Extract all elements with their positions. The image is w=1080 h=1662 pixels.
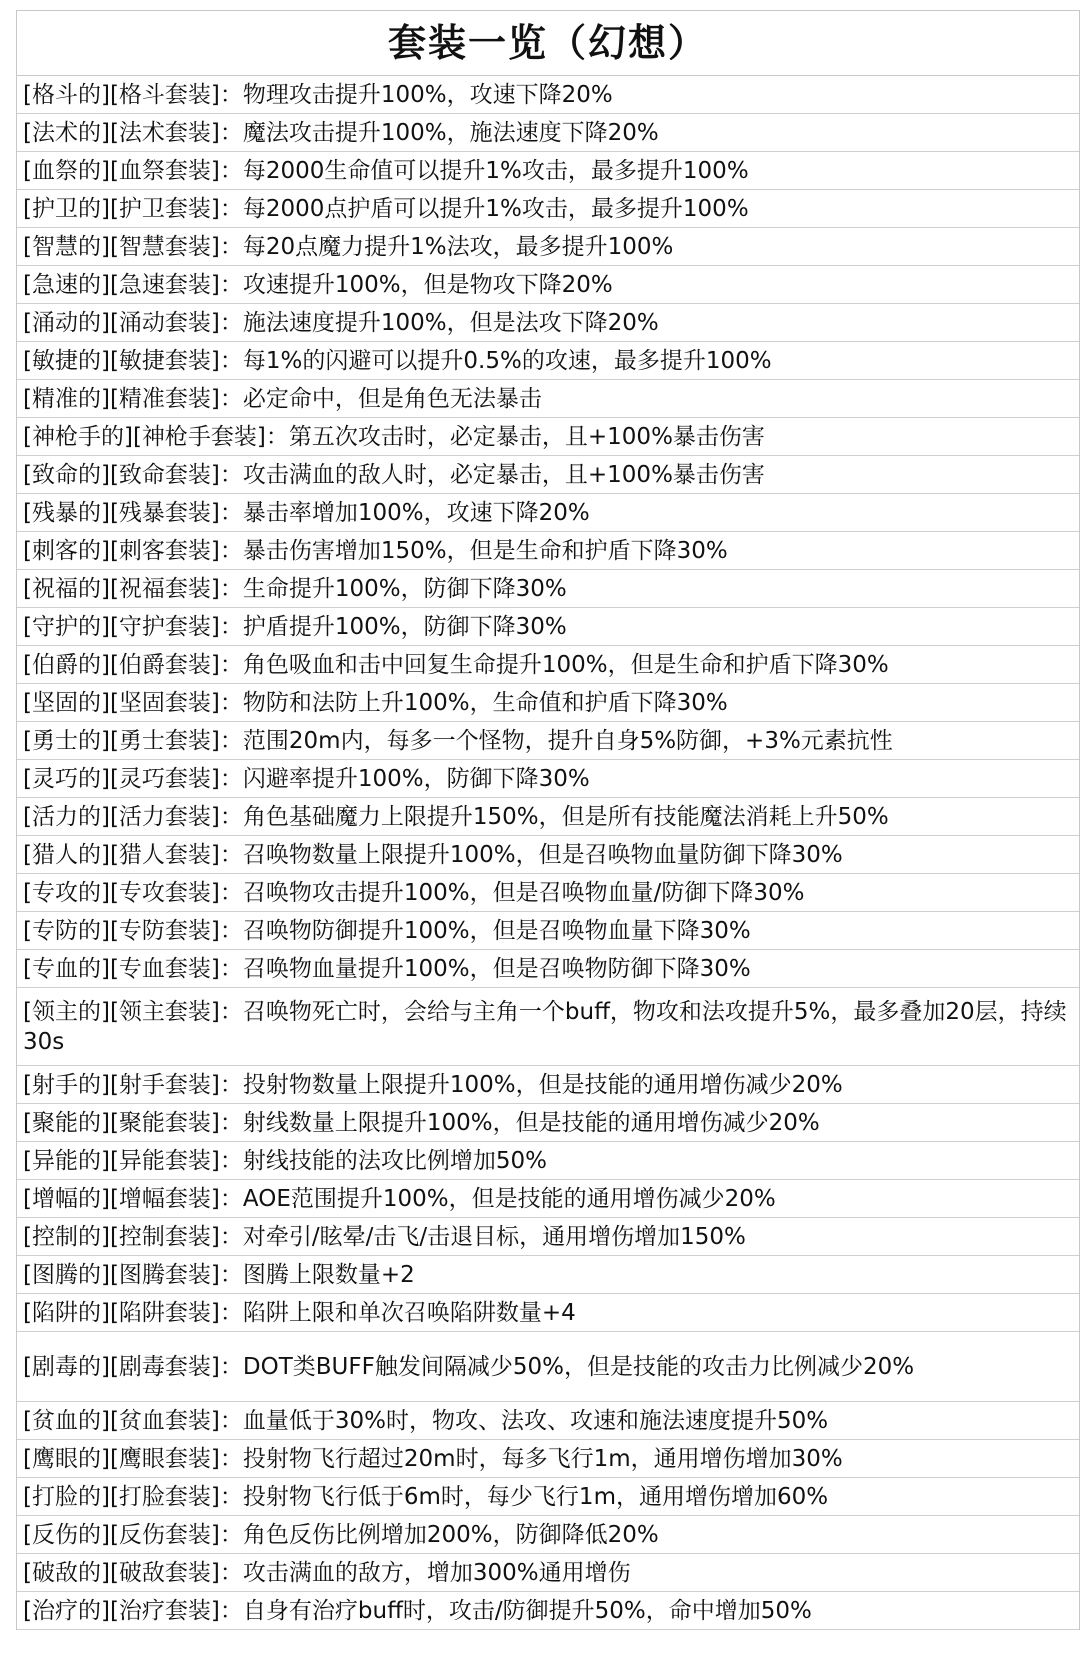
set-row-38 bbox=[17, 1554, 1079, 1592]
set-row-16 bbox=[17, 646, 1079, 684]
set-row-21 bbox=[17, 836, 1079, 874]
set-row-20 bbox=[17, 798, 1079, 836]
set-description: [法术的][法术套装]：魔法攻击提升100%，施法速度下降20% bbox=[23, 119, 659, 146]
set-description: [治疗的][治疗套装]：自身有治疗buff时，攻击/防御提升50%，命中增加50% bbox=[23, 1597, 812, 1624]
set-description: [祝福的][祝福套装]：生命提升100%，防御下降30% bbox=[23, 575, 567, 602]
set-row-2 bbox=[17, 114, 1079, 152]
set-row-11 bbox=[17, 456, 1079, 494]
set-description: [涌动的][涌动套装]：施法速度提升100%，但是法攻下降20% bbox=[23, 309, 659, 336]
set-description: [智慧的][智慧套装]：每20点魔力提升1%法攻，最多提升100% bbox=[23, 233, 674, 260]
set-row-14 bbox=[17, 570, 1079, 608]
set-description: [陷阱的][陷阱套装]：陷阱上限和单次召唤陷阱数量+4 bbox=[23, 1299, 576, 1326]
set-row-8 bbox=[17, 342, 1079, 380]
set-row-32 bbox=[17, 1294, 1079, 1332]
set-row-5 bbox=[17, 228, 1079, 266]
set-row-28 bbox=[17, 1142, 1079, 1180]
set-description: [伯爵的][伯爵套装]：角色吸血和击中回复生命提升100%，但是生命和护盾下降30% bbox=[23, 651, 889, 678]
set-description: [聚能的][聚能套装]：射线数量上限提升100%，但是技能的通用增伤减少20% bbox=[23, 1109, 820, 1136]
set-description: [打脸的][打脸套装]：投射物飞行低于6m时，每少飞行1m，通用增伤增加60% bbox=[23, 1483, 829, 1510]
set-description: [血祭的][血祭套装]：每2000生命值可以提升1%攻击，最多提升100% bbox=[23, 157, 749, 184]
set-description: [异能的][异能套装]：射线技能的法攻比例增加50% bbox=[23, 1147, 548, 1174]
set-row-1 bbox=[17, 76, 1079, 114]
set-list-table bbox=[16, 10, 1080, 1630]
set-list bbox=[17, 76, 1079, 1630]
set-row-39 bbox=[17, 1592, 1079, 1630]
set-row-31 bbox=[17, 1256, 1079, 1294]
set-row-12 bbox=[17, 494, 1079, 532]
set-row-4 bbox=[17, 190, 1079, 228]
set-description: [神枪手的][神枪手套装]：第五次攻击时，必定暴击，且+100%暴击伤害 bbox=[23, 423, 765, 450]
set-description: [图腾的][图腾套装]：图腾上限数量+2 bbox=[23, 1261, 415, 1288]
set-description: [贫血的][贫血套装]：血量低于30%时，物攻、法攻、攻速和施法速度提升50% bbox=[23, 1407, 829, 1434]
set-row-17 bbox=[17, 684, 1079, 722]
set-description: [专血的][专血套装]：召唤物血量提升100%，但是召唤物防御下降30% bbox=[23, 955, 751, 982]
set-description: [残暴的][残暴套装]：暴击率增加100%，攻速下降20% bbox=[23, 499, 590, 526]
set-description: [敏捷的][敏捷套装]：每1%的闪避可以提升0.5%的攻速，最多提升100% bbox=[23, 347, 772, 374]
set-row-37 bbox=[17, 1516, 1079, 1554]
set-row-27 bbox=[17, 1104, 1079, 1142]
set-description: [急速的][急速套装]：攻速提升100%，但是物攻下降20% bbox=[23, 271, 613, 298]
set-row-10 bbox=[17, 418, 1079, 456]
set-description: [精准的][精准套装]：必定命中，但是角色无法暴击 bbox=[23, 385, 542, 412]
set-row-15 bbox=[17, 608, 1079, 646]
set-row-36 bbox=[17, 1478, 1079, 1516]
set-row-24 bbox=[17, 950, 1079, 988]
set-description: [增幅的][增幅套装]：AOE范围提升100%，但是技能的通用增伤减少20% bbox=[23, 1185, 776, 1212]
set-description: [活力的][活力套装]：角色基础魔力上限提升150%，但是所有技能魔法消耗上升50% bbox=[23, 803, 889, 830]
set-description: [反伤的][反伤套装]：角色反伤比例增加200%，防御降低20% bbox=[23, 1521, 659, 1548]
set-row-6 bbox=[17, 266, 1079, 304]
set-row-18 bbox=[17, 722, 1079, 760]
set-description: [剧毒的][剧毒套装]：DOT类BUFF触发间隔减少50%，但是技能的攻击力比例减少20% bbox=[23, 1353, 915, 1380]
set-description: [护卫的][护卫套装]：每2000点护盾可以提升1%攻击，最多提升100% bbox=[23, 195, 749, 222]
set-description: [猎人的][猎人套装]：召唤物数量上限提升100%，但是召唤物血量防御下降30% bbox=[23, 841, 843, 868]
set-description: [守护的][守护套装]：护盾提升100%，防御下降30% bbox=[23, 613, 567, 640]
set-row-29 bbox=[17, 1180, 1079, 1218]
set-row-33 bbox=[17, 1332, 1079, 1402]
set-row-3 bbox=[17, 152, 1079, 190]
set-description: [控制的][控制套装]：对牵引/眩晕/击飞/击退目标，通用增伤增加150% bbox=[23, 1223, 746, 1250]
set-description: [格斗的][格斗套装]：物理攻击提升100%，攻速下降20% bbox=[23, 81, 613, 108]
set-description: [破敌的][破敌套装]：攻击满血的敌方，增加300%通用增伤 bbox=[23, 1559, 631, 1586]
set-row-35 bbox=[17, 1440, 1079, 1478]
set-description: [坚固的][坚固套装]：物防和法防上升100%，生命值和护盾下降30% bbox=[23, 689, 728, 716]
set-description: [专防的][专防套装]：召唤物防御提升100%，但是召唤物血量下降30% bbox=[23, 917, 751, 944]
set-row-9 bbox=[17, 380, 1079, 418]
set-row-34 bbox=[17, 1402, 1079, 1440]
set-description: [勇士的][勇士套装]：范围20m内，每多一个怪物，提升自身5%防御，+3%元素抗性 bbox=[23, 727, 893, 754]
set-description: [专攻的][专攻套装]：召唤物攻击提升100%，但是召唤物血量/防御下降30% bbox=[23, 879, 805, 906]
page-title: 套装一览（幻想） bbox=[17, 10, 1079, 76]
set-row-13 bbox=[17, 532, 1079, 570]
set-row-7 bbox=[17, 304, 1079, 342]
set-description: [领主的][领主套装]：召唤物死亡时，会给与主角一个buff，物攻和法攻提升5%，最多叠加20层，持续30s bbox=[23, 998, 1067, 1055]
set-description: [鹰眼的][鹰眼套装]：投射物飞行超过20m时，每多飞行1m，通用增伤增加30% bbox=[23, 1445, 843, 1472]
set-row-26 bbox=[17, 1066, 1079, 1104]
set-row-25 bbox=[17, 988, 1079, 1066]
set-row-22 bbox=[17, 874, 1079, 912]
set-description: [致命的][致命套装]：攻击满血的敌人时，必定暴击，且+100%暴击伤害 bbox=[23, 461, 765, 488]
set-row-19 bbox=[17, 760, 1079, 798]
set-description: [灵巧的][灵巧套装]：闪避率提升100%，防御下降30% bbox=[23, 765, 590, 792]
set-description: [刺客的][刺客套装]：暴击伤害增加150%，但是生命和护盾下降30% bbox=[23, 537, 728, 564]
set-row-30 bbox=[17, 1218, 1079, 1256]
set-row-23 bbox=[17, 912, 1079, 950]
set-description: [射手的][射手套装]：投射物数量上限提升100%，但是技能的通用增伤减少20% bbox=[23, 1071, 843, 1098]
